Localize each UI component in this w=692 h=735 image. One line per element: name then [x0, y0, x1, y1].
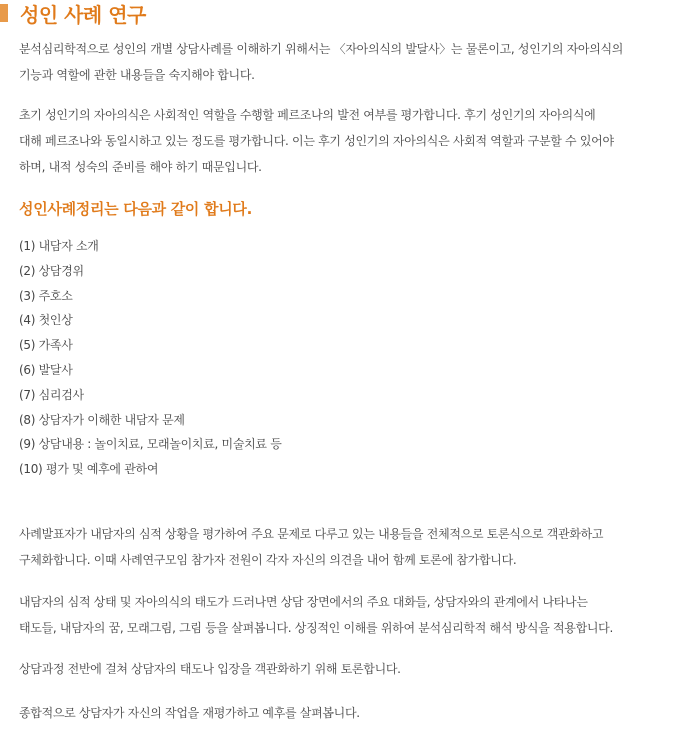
text-line: 태도들, 내담자의 꿈, 모래그림, 그림 등을 살펴봅니다. 상징적인 이해를 위하여 분석심리학적 해석 방식을 적용합니다.: [19, 621, 613, 635]
list-item: (8) 상담자가 이해한 내담자 문제: [19, 412, 185, 427]
text-line: 초기 성인기의 자아의식은 사회적인 역할을 수행할 페르조나의 발전 여부를 평가합니다. 후기 성인기의 자아의식에: [19, 108, 596, 122]
list-item: (5) 가족사: [19, 338, 73, 353]
title-row: [0, 0, 146, 26]
case-outline-list: [19, 234, 282, 482]
persona-paragraph: [19, 102, 679, 180]
list-item: (3) 주호소: [19, 288, 73, 303]
text-line: 사례발표자가 내담자의 심적 상황을 평가하여 주요 문제로 다루고 있는 내용들을 전체적으로 토론식으로 객관화하고: [19, 527, 604, 541]
list-item: (1) 내담자 소개: [19, 239, 99, 253]
title-marker: [0, 4, 8, 22]
analysis-paragraph: [19, 589, 679, 641]
text-line: 기능과 역할에 관한 내용들을 숙지해야 합니다.: [19, 68, 255, 82]
text-line: 분석심리학적으로 성인의 개별 상담사례를 이해하기 위해서는 〈자아의식의 발달사〉는 물론이고, 성인기의 자아의식의: [19, 42, 624, 56]
list-item: (9) 상담내용 : 놀이치료, 모래놀이치료, 미술치료 등: [19, 437, 282, 452]
discussion-paragraph: [19, 521, 679, 573]
text-line: 하며, 내적 성숙의 준비를 해야 하기 때문입니다.: [19, 160, 262, 174]
list-item: (7) 심리검사: [19, 387, 84, 402]
list-item: (2) 상담경위: [19, 263, 84, 278]
text-line: 구체화합니다. 이때 사례연구모임 참가자 전원이 각자 자신의 의견을 내어 함께 토론에 참가합니다.: [19, 553, 517, 567]
page-title: 성인 사례 연구: [20, 2, 146, 27]
intro-paragraph: [19, 36, 679, 88]
text-line: 상담과정 전반에 걸쳐 상담자의 태도나 입장을 객관화하기 위해 토론합니다.: [19, 662, 401, 676]
summary-paragraph: [19, 700, 679, 726]
text-line: 내담자의 심적 상태 및 자아의식의 태도가 드러나면 상담 장면에서의 주요 대화들, 상담자와의 관계에서 나타나는: [19, 595, 588, 609]
list-item: (10) 평가 및 예후에 관하여: [19, 462, 159, 477]
section-subheading: 성인사례정리는 다음과 같이 합니다.: [19, 200, 253, 218]
objectify-paragraph: [19, 656, 679, 682]
list-item: (4) 첫인상: [19, 313, 73, 328]
text-line: 종합적으로 상담자가 자신의 작업을 재평가하고 예후를 살펴봅니다.: [19, 706, 360, 720]
list-item: (6) 발달사: [19, 362, 73, 377]
text-line: 대해 페르조나와 동일시하고 있는 정도를 평가합니다. 이는 후기 성인기의 자아의식은 사회적 역할과 구분할 수 있어야: [19, 134, 614, 148]
